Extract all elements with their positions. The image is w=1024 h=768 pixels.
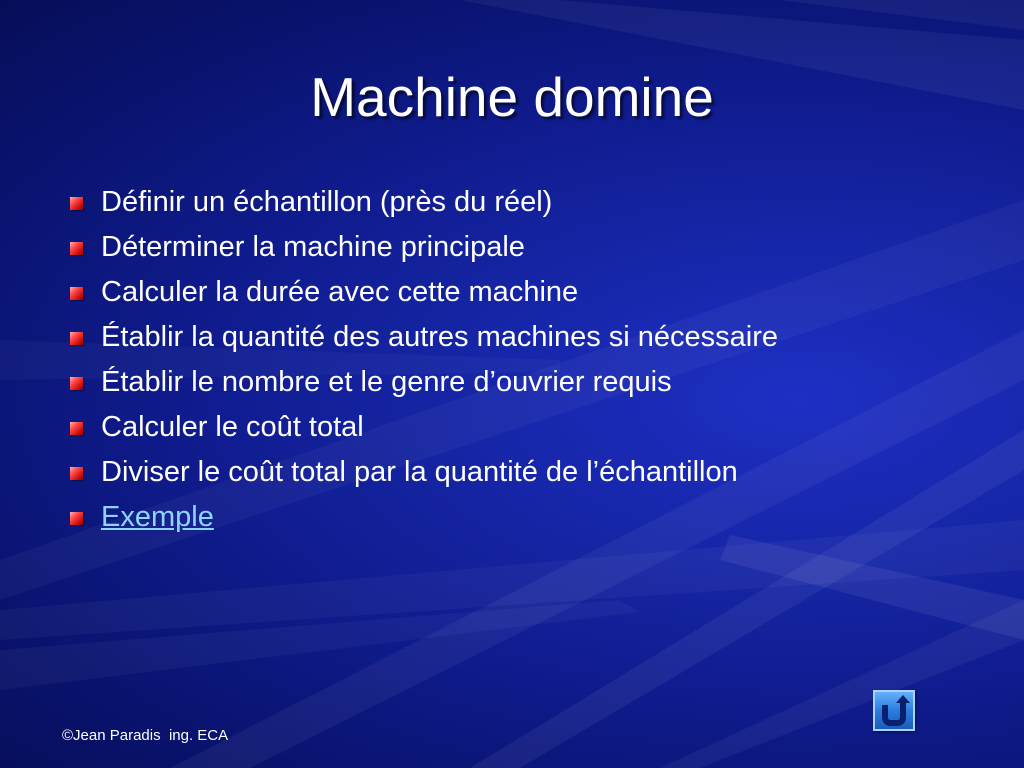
bullet-item xyxy=(70,180,778,225)
red-square-bullet-icon xyxy=(70,287,83,300)
bullet-item xyxy=(70,360,778,405)
red-square-bullet-icon xyxy=(70,467,83,480)
red-square-bullet-icon xyxy=(70,332,83,345)
bullet-text: Calculer le coût total xyxy=(101,411,364,443)
bullet-text: Calculer la durée avec cette machine xyxy=(101,276,579,308)
bullet-text: Diviser le coût total par la quantité de l’échantillon xyxy=(101,456,738,488)
red-square-bullet-icon xyxy=(70,377,83,390)
red-square-bullet-icon xyxy=(70,197,83,210)
slide-title: Machine domine xyxy=(310,66,714,128)
bullet-text: Définir un échantillon (près du réel) xyxy=(101,186,553,218)
bullet-item xyxy=(70,405,778,450)
exemple-link[interactable]: Exemple xyxy=(101,501,214,533)
bullet-item xyxy=(70,450,778,495)
bullet-text: Établir le nombre et le genre d’ouvrier requis xyxy=(101,366,672,398)
bullet-item xyxy=(70,315,778,360)
bullet-list xyxy=(70,180,778,540)
red-square-bullet-icon xyxy=(70,512,83,525)
bullet-item xyxy=(70,270,778,315)
return-arrow-icon xyxy=(878,695,910,726)
footer-copyright: ©Jean Paradis ing. ECA xyxy=(62,727,229,744)
bullet-text: Établir la quantité des autres machines si nécessaire xyxy=(101,321,779,353)
bullet-item xyxy=(70,225,778,270)
red-square-bullet-icon xyxy=(70,422,83,435)
return-button[interactable] xyxy=(873,690,915,731)
red-square-bullet-icon xyxy=(70,242,83,255)
bullet-item xyxy=(70,495,778,540)
bullet-text: Déterminer la machine principale xyxy=(101,231,525,263)
